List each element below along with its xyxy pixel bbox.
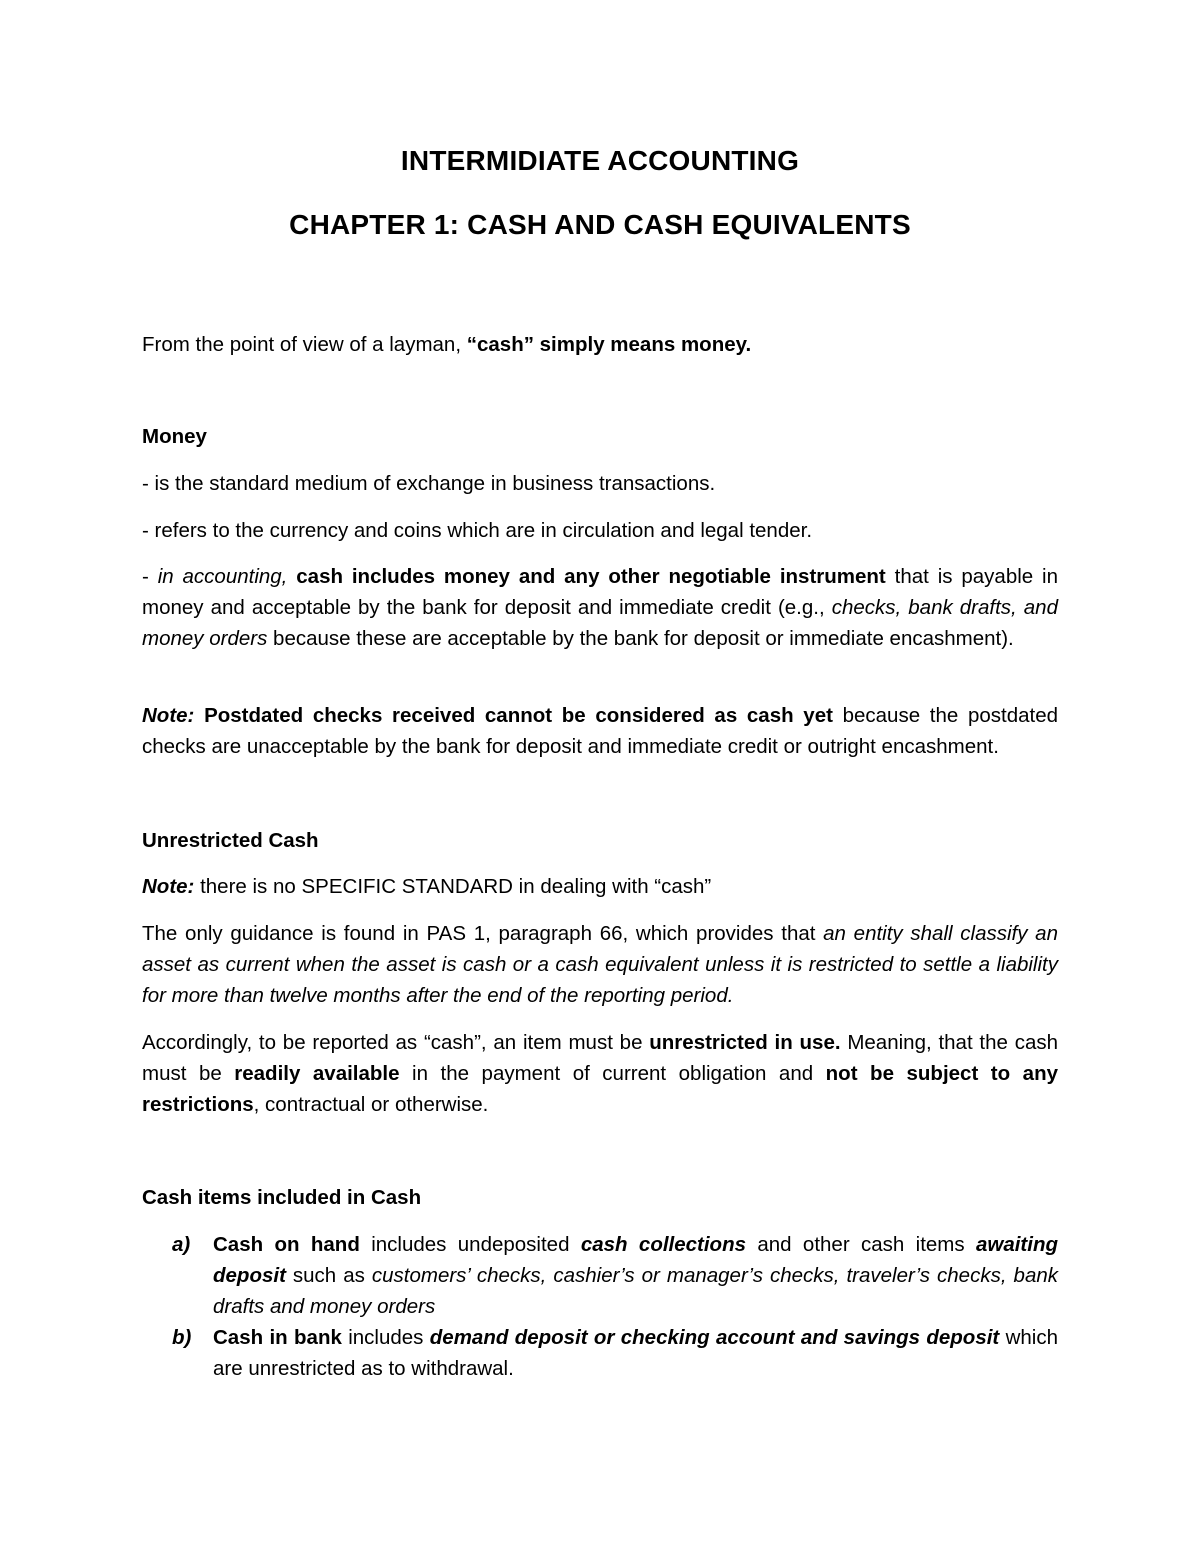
note-label-2: Note:	[142, 875, 195, 898]
deposit-types: demand deposit or checking account and savings deposit	[429, 1326, 1000, 1349]
postdated-bold: Postdated checks received cannot be considered as cash yet	[194, 704, 833, 727]
in-accounting: in accounting,	[157, 565, 288, 588]
intro-bold: “cash” simply means money.	[466, 333, 752, 356]
cash-in-bank: Cash in bank	[213, 1326, 342, 1349]
point3-text1: that is payable in money and acceptable by the bank for deposit and immediate credit (e.g.,	[142, 565, 1058, 619]
acc-text4: , contractual or otherwise.	[253, 1093, 489, 1116]
list-item-content	[213, 1229, 1058, 1322]
awaiting-deposit: awaiting deposit	[213, 1233, 1058, 1287]
intro-text: From the point of view of a layman,	[142, 333, 467, 356]
point3-text2: because these are acceptable by the bank for deposit or immediate encashment).	[267, 627, 1014, 650]
list-marker: a)	[172, 1233, 191, 1256]
cash-collections: cash collections	[580, 1233, 747, 1256]
accordingly-paragraph	[142, 1027, 1058, 1120]
note-text: because the postdated checks are unacceptable by the bank for deposit and immediate credit or outright encashment.	[142, 704, 1058, 758]
acc-text3: in the payment of current obligation and	[399, 1062, 826, 1085]
list-item	[142, 1229, 1058, 1322]
list-marker: b)	[172, 1326, 192, 1349]
instrument-examples: checks, bank drafts, and money orders	[142, 596, 1058, 650]
b-text1: includes	[341, 1326, 430, 1349]
note-label: Note:	[142, 704, 195, 727]
cash-includes-bold: cash includes money and any other negotiable instrument	[296, 565, 886, 588]
check-types: customers’ checks, cashier’s or manager’s checks, traveler’s checks, bank drafts and money orders	[213, 1264, 1058, 1318]
money-heading-text: Money	[142, 425, 207, 448]
money-point-1: - is the standard medium of exchange in business transactions.	[142, 472, 716, 495]
acc-bold2: readily available	[234, 1062, 400, 1085]
unrestricted-heading	[142, 825, 1058, 856]
document-title: INTERMIDIATE ACCOUNTING	[400, 145, 800, 176]
unrestricted-note	[142, 871, 1058, 902]
cash-on-hand: Cash on hand	[213, 1233, 360, 1256]
unrestricted-heading-text: Unrestricted Cash	[142, 829, 319, 852]
money-note	[142, 700, 1058, 762]
list-item	[142, 1322, 1058, 1384]
space	[287, 565, 296, 588]
a-text2: and other cash items	[746, 1233, 976, 1256]
a-text1: includes undeposited	[359, 1233, 581, 1256]
acc-bold3: not be subject to any restrictions	[142, 1062, 1058, 1116]
money-point-3	[142, 561, 1058, 654]
list-item-content	[213, 1322, 1058, 1384]
intro-paragraph	[142, 329, 1058, 360]
guidance-text: The only guidance is found in PAS 1, paragraph 66, which provides that	[142, 922, 824, 945]
cash-items-heading	[142, 1182, 1058, 1213]
b-text2: which are unrestricted as to withdrawal.	[213, 1326, 1058, 1380]
cash-items-heading-text: Cash items included in Cash	[142, 1186, 422, 1209]
money-heading	[142, 421, 1058, 452]
acc-text1: Accordingly, to be reported as “cash”, an item must be	[142, 1031, 650, 1054]
money-point-2: - refers to the currency and coins which are in circulation and legal tender.	[142, 519, 813, 542]
pas1-guidance	[142, 918, 1058, 1011]
unrestricted-note-text: there is no SPECIFIC STANDARD in dealing with “cash”	[194, 875, 712, 898]
dash: -	[142, 565, 158, 588]
acc-bold1: unrestricted in use.	[649, 1031, 841, 1054]
chapter-title: CHAPTER 1: CASH AND CASH EQUIVALENTS	[289, 209, 911, 240]
acc-text2: Meaning, that the cash must be	[142, 1031, 1058, 1085]
guidance-quote: an entity shall classify an asset as current when the asset is cash or a cash equivalent unless it is restricted to settle a liability for more than twelve months after the end of the reporting period.	[142, 922, 1058, 1007]
a-text3: such as	[285, 1264, 372, 1287]
